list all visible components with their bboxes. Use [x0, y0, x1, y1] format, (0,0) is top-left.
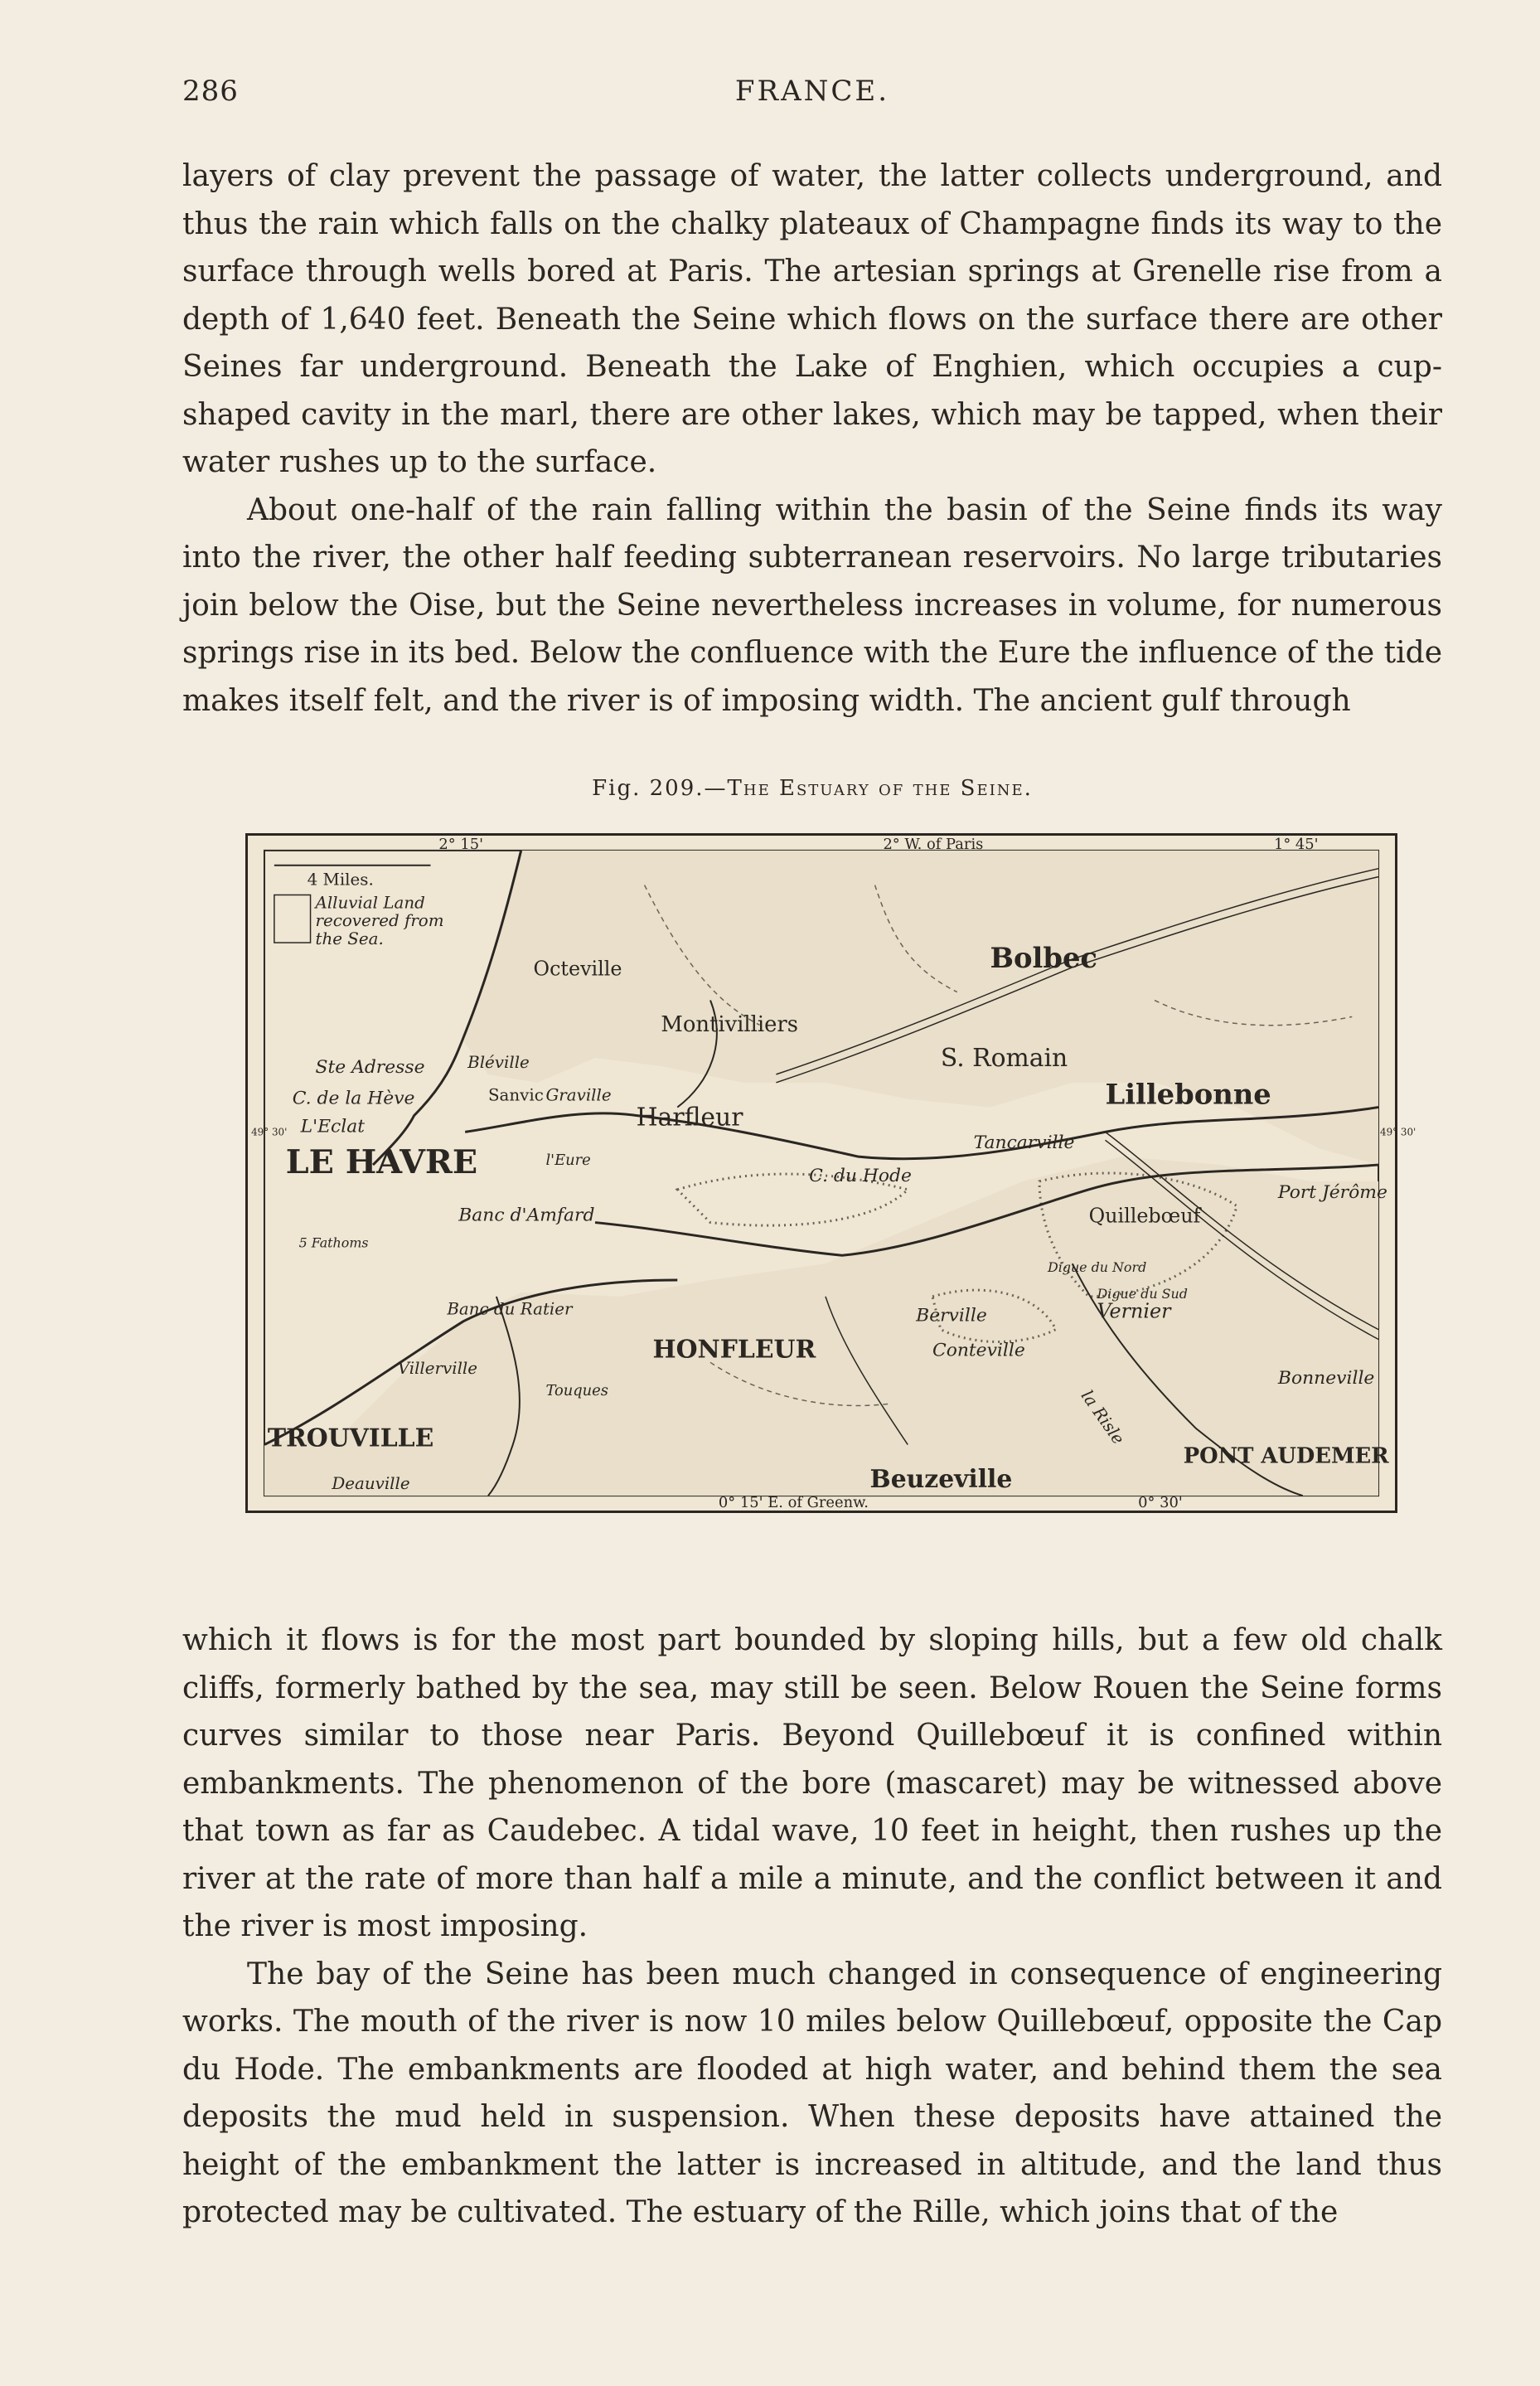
- place-label: HONFLEUR: [652, 1335, 816, 1365]
- place-label: Digue du Nord: [1047, 1259, 1147, 1276]
- place-label: Octeville: [533, 957, 622, 981]
- place-label: TROUVILLE: [267, 1423, 434, 1453]
- place-label: Port Jérôme: [1277, 1181, 1387, 1203]
- place-label: LE HAVRE: [285, 1143, 478, 1181]
- place-label: Harfleur: [636, 1103, 743, 1132]
- paragraph: layers of clay prevent the passage of water, the latter collects underground, and thus the rain which falls on the chalky plateaux of Champagne finds its way to the surface through wells bored at Paris. The artesian springs at Grenelle rise from a depth of 1,640 feet. Beneath the Seine which flows on the surface there are other Seines far underground. Beneath the Lake of Enghien, which occupies a cup-shaped cavity in the marl, there are other lakes, which may be tapped, when their water rushes up to the surface.: [182, 159, 1442, 479]
- place-label: 5 Fathoms: [298, 1234, 369, 1251]
- map-drawing: [248, 835, 1417, 1512]
- tick-label: 49° 30': [1380, 1126, 1417, 1138]
- place-label: C. de la Hève: [292, 1088, 415, 1109]
- place-label: Montivilliers: [661, 1012, 799, 1038]
- place-label: Berville: [916, 1305, 987, 1326]
- legend-swatch: [274, 895, 311, 943]
- place-label: Banc d'Amfard: [458, 1205, 595, 1226]
- paragraph: About one-half of the rain falling within the basin of the Seine finds its way into the river, the other half feeding subterranean reservoirs. No large tributaries join below the Oise, but the Seine nevertheless increases in volume, for numerous springs rise in its bed. Below the confluence with the Eure the influence of the tide makes itself felt, and the river is of imposing width. The ancient gulf through: [182, 492, 1442, 718]
- text-block-bottom: [182, 1617, 1442, 2237]
- north-bank: [264, 851, 1378, 1165]
- text-block-top: [182, 153, 1442, 725]
- page-number: 286: [182, 75, 239, 108]
- scale-label: 4 Miles.: [307, 870, 374, 890]
- tick-label: 0° 15' E. of Greenw.: [718, 1494, 869, 1512]
- place-label: Touques: [545, 1382, 608, 1400]
- place-label: l'Eure: [545, 1152, 591, 1170]
- estuary-map: [245, 833, 1417, 1513]
- place-label: Ste Adresse: [315, 1056, 425, 1078]
- place-label: Bolbec: [990, 940, 1097, 974]
- tick-label: 0° 30': [1138, 1494, 1183, 1512]
- place-label: Vernier: [1097, 1299, 1171, 1323]
- place-label: L'Eclat: [300, 1116, 366, 1137]
- legend-line: recovered from: [315, 911, 444, 931]
- seine-north-bank: [465, 1108, 1378, 1159]
- figure-caption: [182, 776, 1442, 801]
- figure-title: The Estuary of the Seine.: [727, 776, 1033, 801]
- place-label: Bléville: [467, 1052, 530, 1072]
- tick-label: 1° 45': [1273, 835, 1319, 853]
- legend-line: Alluvial Land: [315, 893, 425, 913]
- place-label: Beuzeville: [869, 1465, 1013, 1495]
- paragraph: which it flows is for the most part bounded by sloping hills, but a few old chalk cliffs, formerly bathed by the sea, may still be seen. Below Rouen the Seine forms curves similar to those near Paris. Beyond Quillebœuf it is confined within embankments. The phenomenon of the bore (mascaret) may be witnessed above that town as far as Caudebec. A tidal wave, 10 feet in height, then rushes up the river at the rate of more than half a mile a minute, and the conflict between it and the river is most imposing.: [182, 1623, 1442, 1943]
- place-label: C. du Hode: [809, 1165, 912, 1186]
- figure-number: Fig. 209.—: [592, 776, 728, 801]
- place-label: Lillebonne: [1105, 1077, 1271, 1111]
- place-label: la Risle: [1077, 1386, 1128, 1448]
- place-label: Banc du Ratier: [447, 1299, 573, 1319]
- place-label: S. Romain: [940, 1043, 1068, 1073]
- place-label: Graville: [545, 1085, 612, 1105]
- running-title: FRANCE.: [734, 75, 890, 108]
- place-label: Digue du Sud: [1097, 1285, 1188, 1302]
- paragraph: The bay of the Seine has been much changed in consequence of engineering works. The mouth of the river is now 10 miles below Quillebœuf, opposite the Cap du Hode. The embankments are flooded at high water, and behind them the sea deposits the mud held in suspension. When these deposits have attained the height of the embankment the latter is increased in altitude, and the land thus protected may be cultivated. The estuary of the Rille, which joins that of the: [182, 1957, 1442, 2229]
- place-label: Conteville: [932, 1340, 1025, 1361]
- place-label: PONT AUDEMER: [1183, 1443, 1389, 1469]
- place-label: Sanvic: [487, 1085, 544, 1105]
- tick-label: 2° W. of Paris: [883, 835, 984, 853]
- place-label: Quillebœuf: [1088, 1204, 1201, 1228]
- place-label: Tancarville: [973, 1132, 1075, 1154]
- place-label: Bonneville: [1277, 1368, 1375, 1389]
- tick-label: 2° 15': [438, 835, 484, 853]
- place-label: Villerville: [397, 1359, 478, 1379]
- place-label: Deauville: [332, 1474, 410, 1494]
- tick-label: 49° 30': [251, 1126, 288, 1138]
- legend-line: the Sea.: [315, 929, 384, 949]
- running-head: [182, 75, 1442, 116]
